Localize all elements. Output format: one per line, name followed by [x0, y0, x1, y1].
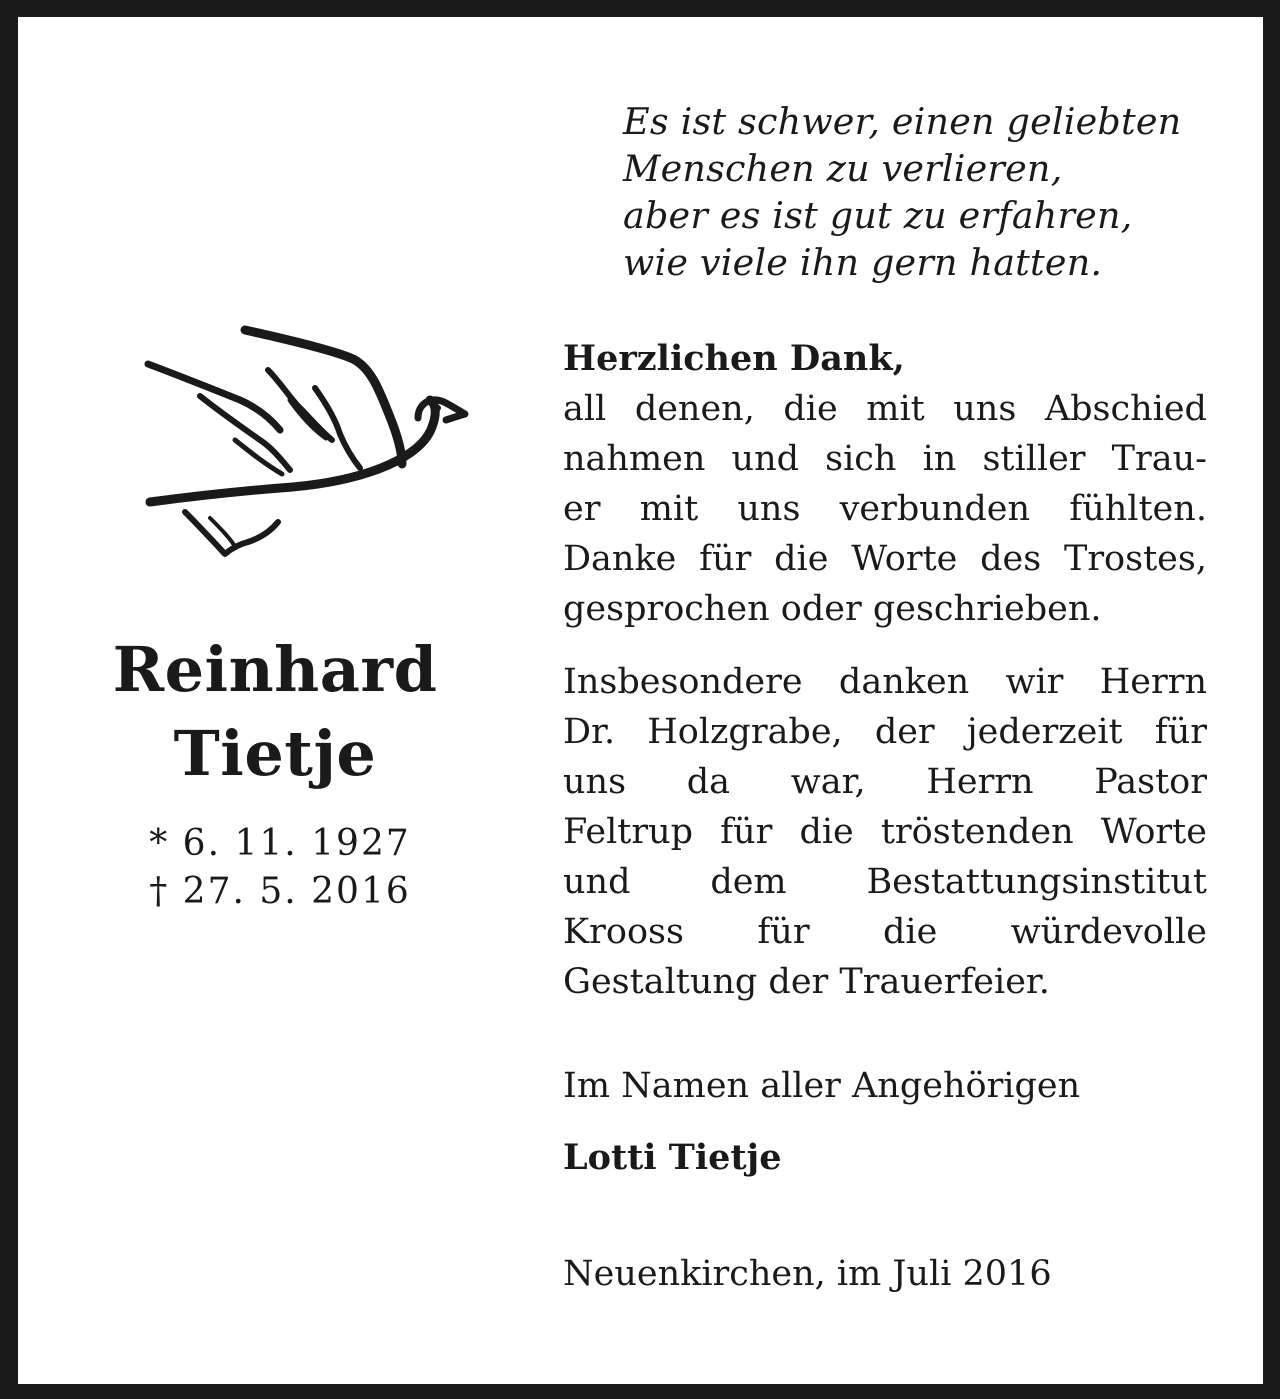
word: Trau-	[1111, 439, 1207, 479]
thanks-line	[563, 534, 1207, 584]
word: Herrn	[926, 762, 1034, 802]
word: Worte	[851, 539, 958, 579]
word: danken	[838, 662, 970, 702]
word: für	[699, 539, 752, 579]
place-and-date	[563, 1249, 1207, 1299]
special-thanks-line	[563, 657, 1207, 707]
thanks-line	[563, 384, 1207, 434]
closing-text: Im Namen aller Angehörigen	[563, 1066, 1081, 1106]
thanks-heading: Herzlichen Dank,	[563, 338, 905, 379]
word: nahmen	[563, 439, 706, 479]
word: wir	[1005, 662, 1064, 702]
special-thanks-paragraph	[563, 657, 1207, 1007]
word: jederzeit	[966, 712, 1123, 752]
memorial-quote	[623, 98, 1223, 286]
word: Insbesondere	[563, 662, 803, 702]
word: für	[757, 912, 810, 952]
first-name: Reinhard	[112, 633, 438, 706]
word: die	[799, 812, 854, 852]
word: Dr.	[563, 712, 616, 752]
special-thanks-line	[563, 757, 1207, 807]
death-date: † 27. 5. 2016	[149, 871, 411, 912]
word: die	[774, 539, 829, 579]
word: die	[783, 389, 838, 429]
word: Danke	[563, 539, 677, 579]
thanks-paragraph	[563, 334, 1207, 634]
word: verbunden	[839, 489, 1031, 529]
word: des	[980, 539, 1042, 579]
word: Pastor	[1094, 762, 1207, 802]
signer-text: Lotti Tietje	[563, 1137, 782, 1178]
thanks-line	[563, 434, 1207, 484]
quote-line: Es ist schwer, einen geliebten	[623, 100, 1182, 143]
birth-date: * 6. 11. 1927	[149, 823, 411, 864]
word: die	[882, 912, 938, 952]
word: Herrn	[1099, 662, 1207, 702]
word: würdevolle	[1010, 912, 1207, 952]
word: Feltrup	[563, 812, 694, 852]
word: stiller	[982, 439, 1086, 479]
word: er	[563, 489, 601, 529]
word: in	[922, 439, 957, 479]
word: Abschied	[1044, 389, 1207, 429]
thanks-line	[563, 484, 1207, 534]
word: tröstenden	[880, 812, 1074, 852]
last-name: Tietje	[173, 717, 377, 790]
word: Bestattungsinstitut	[866, 862, 1207, 902]
word: war,	[790, 762, 866, 802]
word: Krooss	[563, 912, 684, 952]
quote-line: wie viele ihn gern hatten.	[623, 241, 1103, 284]
word: und	[731, 439, 800, 479]
quote-line: Menschen zu verlieren,	[623, 147, 1063, 190]
word: Holzgrabe,	[647, 712, 843, 752]
word: da	[686, 762, 731, 802]
place-date-text: Neuenkirchen, im Juli 2016	[563, 1254, 1052, 1294]
special-thanks-line	[563, 907, 1207, 957]
special-thanks-line	[563, 857, 1207, 907]
word: und	[563, 862, 631, 902]
word: uns	[737, 489, 801, 529]
word: mit	[866, 389, 925, 429]
word: all	[563, 389, 607, 429]
special-thanks-line	[563, 807, 1207, 857]
word: für	[1154, 712, 1207, 752]
word: fühlten.	[1069, 489, 1207, 529]
word: uns	[953, 389, 1017, 429]
dove-icon	[140, 322, 470, 567]
closing-line	[563, 1061, 1207, 1111]
special-thanks-line	[563, 707, 1207, 757]
word: für	[720, 812, 773, 852]
word: denen,	[634, 389, 755, 429]
word: Worte	[1100, 812, 1207, 852]
special-thanks-line: Gestaltung der Trauerfeier.	[563, 962, 1050, 1002]
deceased-name	[60, 628, 490, 796]
word: sich	[825, 439, 897, 479]
life-dates	[60, 820, 500, 916]
word: dem	[710, 862, 787, 902]
thanks-line: gesprochen oder geschrieben.	[563, 589, 1102, 629]
word: Trostes,	[1063, 539, 1207, 579]
word: der	[874, 712, 935, 752]
signer-name	[563, 1133, 1207, 1183]
word: mit	[639, 489, 699, 529]
quote-line: aber es ist gut zu erfahren,	[623, 194, 1133, 237]
word: uns	[563, 762, 627, 802]
